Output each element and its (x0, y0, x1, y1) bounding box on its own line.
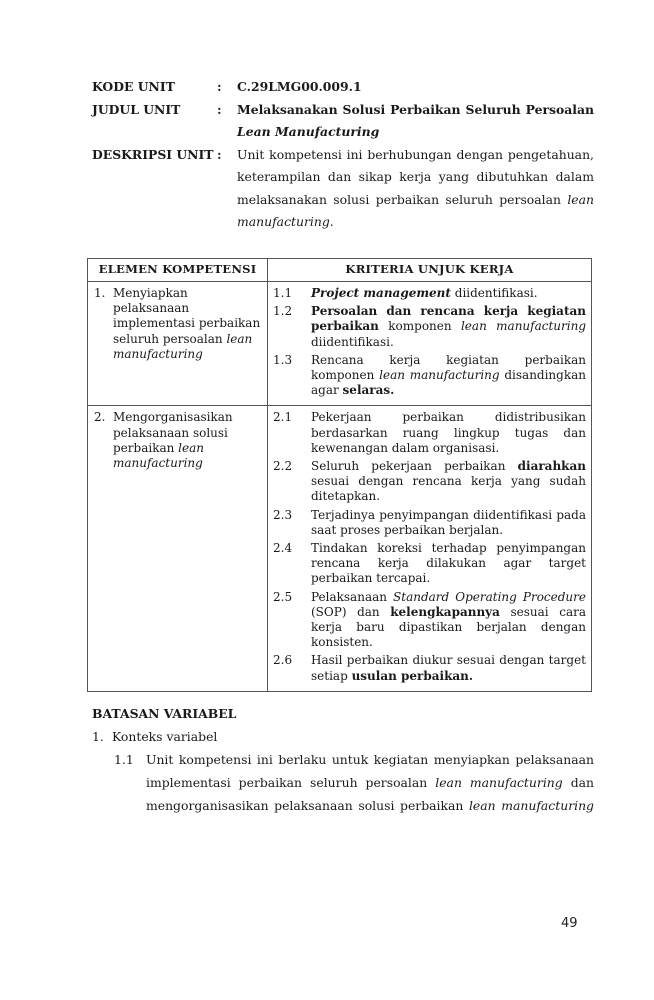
criteria-cell (268, 282, 592, 406)
criteria-text (311, 286, 586, 301)
element-number: 2. (94, 410, 106, 425)
criteria-text (311, 590, 586, 651)
list-number: 1. (92, 729, 104, 744)
criteria-number: 2.6 (273, 653, 293, 668)
criteria-plain: Hasil perbaikan diukur sesuai dengan target setiap (311, 653, 586, 683)
judul-unit-line-2: Lean Manufacturing (237, 124, 380, 139)
criteria-plain: Rencana kerja kegiatan perbaikan komponen (311, 352, 586, 383)
list-item (92, 725, 594, 748)
element-text (113, 286, 261, 362)
criteria-italic: lean manufacturing (460, 319, 586, 334)
criteria-number: 2.3 (273, 507, 293, 522)
batasan-variabel-section (92, 702, 594, 817)
deskripsi-unit-row (92, 144, 594, 234)
colon: : (217, 101, 222, 117)
sub-list-item (92, 748, 594, 817)
judul-unit-row (92, 99, 594, 144)
section-heading: BATASAN VARIABEL (92, 706, 237, 721)
criteria-text: Tindakan koreksi terhadap penyimpangan rencana kerja dilakukan agar target perbaikan tercapai. (311, 541, 586, 586)
element-text (113, 410, 261, 471)
header-elemen-kompetensi: ELEMEN KOMPETENSI (88, 259, 268, 282)
text-plain: dan mengorganisasikan pelaksanaan solusi perbaikan (146, 775, 594, 813)
criteria-number: 1.3 (273, 352, 293, 367)
element-text-italic: lean manufacturing (113, 331, 253, 361)
criteria-italic: Standard Operating Procedure (393, 589, 586, 604)
criteria-text (311, 459, 586, 505)
element-cell (88, 282, 268, 406)
criteria-item (273, 459, 586, 505)
deskripsi-unit-value (237, 144, 594, 234)
kode-unit-row (92, 76, 594, 99)
criteria-plain: diidentifikasi. (450, 286, 538, 300)
criteria-text (311, 304, 586, 350)
criteria-plain: sesuai dengan rencana kerja yang sudah ditetapkan. (311, 474, 586, 504)
table-row (88, 282, 592, 406)
deskripsi-unit-label: DESKRIPSI UNIT (92, 146, 214, 162)
kode-unit-value: C.29LMG00.009.1 (237, 79, 362, 94)
criteria-bold: selaras. (342, 383, 395, 398)
list-label: Konteks variabel (112, 729, 218, 744)
table-header-row (88, 259, 592, 282)
criteria-plain: Seluruh pekerjaan perbaikan (311, 459, 518, 474)
judul-unit-line-1: Melaksanakan Solusi Perbaikan Seluruh Persoalan (237, 101, 594, 117)
element-number: 1. (94, 286, 106, 300)
criteria-item (273, 653, 586, 683)
criteria-number: 2.1 (273, 410, 293, 425)
text-plain: Unit kompetensi ini berlaku untuk kegiatan menyiapkan pelaksanaan implementasi perbaikan seluruh persoalan (146, 752, 594, 790)
judul-unit-value (237, 99, 594, 144)
criteria-text: Terjadinya penyimpangan diidentifikasi pada saat proses perbaikan berjalan. (311, 507, 586, 537)
criteria-number: 2.5 (273, 589, 293, 604)
criteria-item (273, 410, 586, 456)
criteria-italic: lean manufacturing (379, 368, 500, 383)
criteria-plain: Pelaksanaan (311, 589, 394, 604)
criteria-plain: disandingkan agar (311, 368, 587, 398)
deskripsi-italic: lean manufacturing (237, 191, 594, 229)
element-cell (88, 406, 268, 691)
sub-list-text (146, 748, 594, 817)
criteria-number: 1.1 (273, 286, 293, 300)
criteria-number: 1.2 (273, 304, 293, 319)
judul-unit-label: JUDUL UNIT (92, 101, 181, 117)
colon: : (217, 79, 222, 94)
criteria-item (273, 353, 586, 399)
criteria-item (273, 304, 586, 350)
criteria-bold: diarahkan (517, 459, 586, 474)
criteria-text: Pekerjaan perbaikan didistribusikan berdasarkan ruang lingkup tugas dan kewenangan dalam organisasi. (311, 410, 586, 455)
table-row (88, 406, 592, 691)
criteria-number: 2.2 (273, 459, 293, 474)
competency-table (87, 258, 592, 692)
criteria-bold: usulan perbaikan. (351, 668, 474, 683)
header-kriteria-unjuk-kerja: KRITERIA UNJUK KERJA (268, 259, 592, 282)
text-italic: lean manufacturing (435, 775, 563, 790)
criteria-bold: Persoalan dan rencana kerja kegiatan perbaikan (311, 304, 586, 334)
deskripsi-text: Unit kompetensi ini berhubungan dengan pengetahuan, keterampilan dan sikap kerja yang dibutuhkan dalam melaksanakan solusi perbaikan seluruh persoalan (237, 146, 594, 207)
deskripsi-end: . (329, 214, 334, 229)
criteria-plain: komponen (378, 319, 461, 334)
criteria-plain: (SOP) dan (311, 604, 391, 619)
element-text-plain: Menyiapkan pelaksanaan implementasi perbaikan seluruh persoalan (113, 286, 261, 346)
element-text-italic: lean manufacturing (113, 440, 204, 471)
text-italic: lean manufacturing (468, 798, 594, 813)
page-number: 49 (561, 916, 578, 931)
criteria-bold-italic: Project management (311, 286, 451, 300)
criteria-text (311, 653, 586, 683)
criteria-bold: kelengkapannya (390, 604, 500, 619)
criteria-item (273, 286, 586, 301)
criteria-plain: diidentifikasi. (311, 334, 394, 349)
criteria-item (273, 508, 586, 538)
kode-unit-label: KODE UNIT (92, 79, 175, 94)
element-text-plain: Mengorganisasikan pelaksanaan solusi perbaikan (113, 410, 233, 455)
criteria-plain: sesuai cara kerja baru dipastikan berjalan dengan konsisten. (311, 604, 586, 650)
unit-info (92, 76, 594, 234)
criteria-number: 2.4 (273, 541, 293, 556)
criteria-cell (268, 406, 592, 691)
criteria-item (273, 541, 586, 587)
sub-list-number: 1.1 (114, 752, 134, 767)
colon: : (217, 146, 222, 162)
criteria-text (311, 353, 586, 399)
criteria-item (273, 590, 586, 651)
